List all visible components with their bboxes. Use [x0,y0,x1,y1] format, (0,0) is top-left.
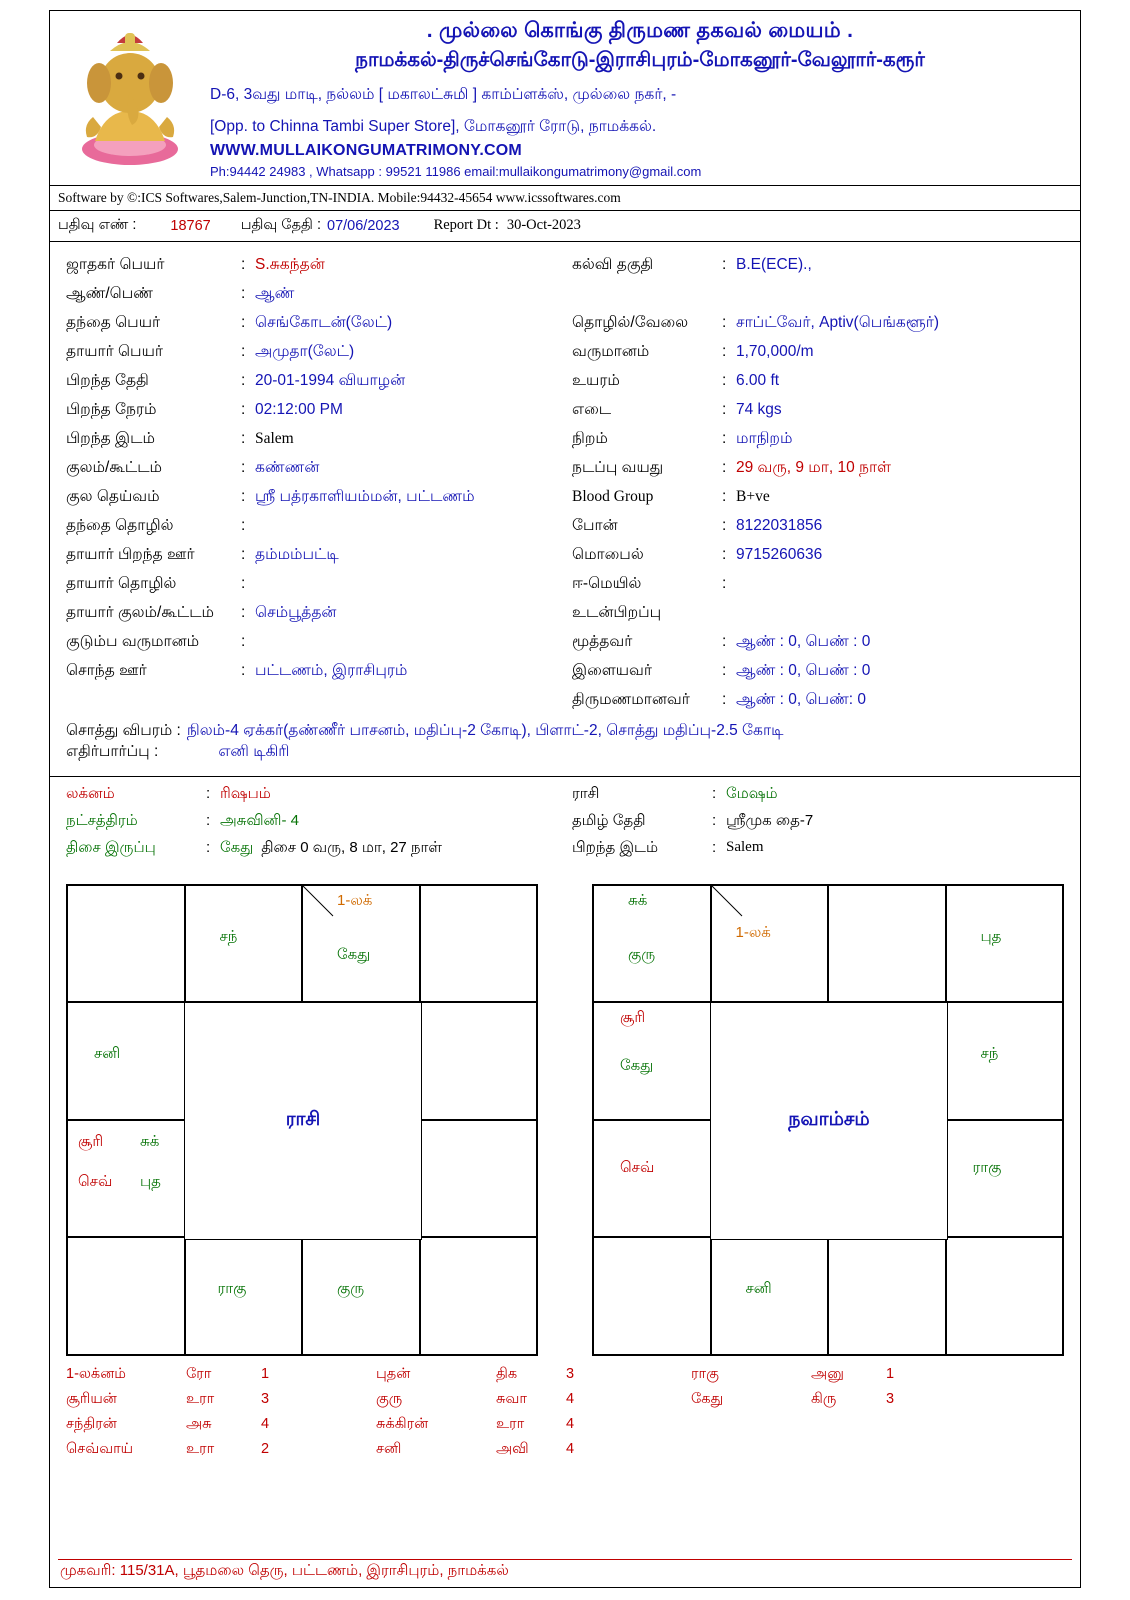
detail-row [66,488,566,517]
field-label: தாயார் தொழில் [66,574,177,592]
contact-line: Ph:94442 24983 , Whatsapp : 99521 11986 email:mullaikongumatrimony@gmail.com [210,163,702,179]
detail-row [66,633,566,662]
org-title: . முல்லை கொங்கு திருமண தகவல் மையம் . [426,19,854,42]
field-label: மொபைல் [572,545,644,563]
colon: : [722,342,727,360]
header [50,11,1080,186]
colon: : [241,371,246,389]
nav-cell-1 [593,885,711,1003]
field-value: கண்ணன் [255,458,320,476]
field-label: நடப்பு வயது [572,458,664,476]
field-value: 9715260636 [736,545,823,563]
detail-row [66,256,566,285]
rasi-value: மேஷம் [726,784,778,802]
planet-label: சந் [219,927,238,945]
reg-date-value: 07/06/2023 [327,217,400,234]
planet-label: புத [980,927,1002,945]
detail-row [66,575,566,604]
rasi-cell-2 [185,885,303,1003]
field-label: ஆண்/பெண் [66,284,153,302]
navamsam-chart-title: நவாம்சம் [710,1002,948,1240]
detail-row [572,488,1080,517]
colon: : [722,661,727,679]
rasi-cell-8 [420,1002,538,1120]
field-label: ஈ-மெயில் [572,574,642,592]
colon: : [206,838,211,856]
astro-row [50,785,1080,812]
rasi-cell-1 [67,885,185,1003]
address-line-2: [Opp. to Chinna Tambi Super Store], மோகனூர் ரோடு, நாமக்கல். [210,118,657,136]
field-label: சொந்த ஊர் [66,661,147,679]
planet-label: சனி [94,1045,121,1063]
navamsam-chart [592,884,1064,1356]
field-label: திருமணமானவர் [572,690,690,708]
field-label: எடை [572,400,612,418]
field-label: குடும்ப வருமானம் [66,632,200,650]
planet-name: 1-லக்னம் [66,1365,126,1382]
field-value: 02:12:00 PM [255,400,343,418]
rasi-chart [66,884,538,1356]
star-name: உரா [496,1415,525,1432]
lagnam-value: ரிஷபம் [220,784,271,802]
field-value: ஆண் : 0, பெண் : 0 [736,661,871,679]
table-row [66,1441,1064,1466]
biodata-sheet [49,10,1081,1588]
planet-name: குரு [376,1390,403,1407]
ganesha-logo [50,11,210,185]
nav-cell-12 [946,1120,1064,1238]
field-label: மூத்தவர் [572,632,633,650]
natchathiram-label: நட்சத்திரம் [66,811,138,829]
detail-row [66,285,566,314]
detail-row [66,430,566,459]
address-line-1: D-6, 3வது மாடி, நல்லம் [ மகாலட்சுமி ] காம்ப்ளக்ஸ், முல்லை நகர், - [210,86,677,103]
colon: : [241,574,246,592]
table-row [66,1416,1064,1441]
expectation-label: எதிர்பார்ப்பு : [66,742,159,760]
field-label: உடன்பிறப்பு [572,603,662,621]
detail-row [66,343,566,372]
colon: : [241,255,246,273]
star-name: கிரு [811,1390,837,1407]
planet-name: ராகு [691,1365,719,1382]
field-label: Blood Group [572,487,654,505]
planet-label: சூரி [620,1009,646,1027]
natchathiram-value: அசுவினி- 4 [220,811,299,829]
planet-label: கேது [337,945,371,963]
field-label: பிறந்த இடம் [66,429,155,447]
colon: : [712,811,717,829]
planet-label: செவ் [620,1158,655,1176]
dasai-label: திசை இருப்பு [66,838,156,856]
planet-name: சந்திரன் [66,1415,117,1432]
nav-cell-4 [946,885,1064,1003]
colon: : [241,313,246,331]
field-label: தாயார் குலம்/கூட்டம் [66,603,215,621]
rasi-cell-15 [302,1237,420,1355]
planet-label: குரு [628,945,656,963]
detail-row [572,575,1080,604]
field-value: ஆண் [255,284,295,302]
field-label: நிறம் [572,429,608,447]
colon: : [241,458,246,476]
tamil-date-value: ஸ்ரீமுக தை-7 [726,811,814,829]
detail-row [66,604,566,633]
nav-cell-8 [946,1002,1064,1120]
rasi-cell-12 [420,1120,538,1238]
detail-row [572,691,1080,720]
planet-label: செவ் [78,1172,113,1190]
detail-row [572,517,1080,546]
field-label: கல்வி தகுதி [572,255,654,273]
planet-label: சனி [745,1280,772,1298]
field-value: 6.00 ft [736,371,780,389]
details-right-column [566,256,1080,720]
planet-label: சந் [980,1045,999,1063]
field-label: குலம்/கூட்டம் [66,458,163,476]
colon: : [722,632,727,650]
field-value: Salem [255,429,294,447]
footer-address-label: முகவரி: [60,1562,116,1579]
detail-row [66,314,566,343]
detail-row [66,517,566,546]
colon: : [712,784,717,802]
detail-row [572,314,1080,343]
colon: : [241,516,246,534]
colon: : [722,400,727,418]
star-name: அவி [496,1440,529,1457]
property-label: சொத்து விபரம் : [66,721,181,739]
header-text [210,11,1080,185]
field-label: ஜாதகர் பெயர் [66,255,165,273]
colon: : [722,429,727,447]
field-value: தம்மம்பட்டி [255,545,339,563]
planet-label: கேது [620,1057,654,1075]
detail-row [572,633,1080,662]
field-value: 20-01-1994 வியாழன் [255,371,406,389]
colon: : [241,487,246,505]
detail-row [572,256,1080,285]
star-name: சுவா [496,1390,527,1407]
table-row [66,1366,1064,1391]
planet-name: செவ்வாய் [66,1440,134,1457]
field-value: செம்பூத்தன் [255,603,337,621]
detail-row [572,459,1080,488]
field-value: அமுதா(லேட்) [255,342,355,360]
detail-row [572,662,1080,691]
footer-address-value: 115/31A, பூதமலை தெரு, பட்டணம், இராசிபுரம், நாமக்கல் [119,1562,509,1579]
colon: : [241,342,246,360]
lagna-label: 1-லக் [735,923,771,941]
detail-row [572,343,1080,372]
star-name: திக [496,1365,518,1382]
report-date-value: 30-Oct-2023 [506,217,581,234]
field-value: 29 வரு, 9 மா, 10 நாள் [736,458,892,476]
dasai-remaining: திசை 0 வரு, 8 மா, 27 நாள் [261,838,442,856]
field-value: ஸ்ரீ பத்ரகாளியம்மன், பட்டணம் [255,487,475,505]
field-value: 8122031856 [736,516,823,534]
lagna-diagonal-icon [712,886,828,1002]
pada-number: 3 [261,1390,270,1407]
detail-row [572,430,1080,459]
field-value: மாநிறம் [736,429,793,447]
colon: : [722,690,727,708]
colon: : [241,603,246,621]
nav-cell-13 [593,1237,711,1355]
nav-cell-3 [828,885,946,1003]
field-value: பட்டணம், இராசிபுரம் [255,661,408,679]
astro-row [50,812,1080,839]
website-url[interactable]: WWW.MULLAIKONGUMATRIMONY.COM [210,141,522,159]
dasai-value: கேது [220,838,254,856]
property-row [50,722,1080,741]
field-value: 1,70,000/m [736,342,814,360]
ganesha-icon [75,21,185,171]
pada-number: 4 [566,1390,575,1407]
colon: : [722,516,727,534]
nav-cell-16 [946,1237,1064,1355]
rasi-cell-16 [420,1237,538,1355]
field-value: ஆண் : 0, பெண்: 0 [736,690,867,708]
nav-cell-9 [593,1120,711,1238]
colon: : [722,458,727,476]
star-name: அசு [186,1415,212,1432]
birth-place-label: பிறந்த இடம் [572,838,659,856]
planet-label: புத [140,1172,161,1190]
field-label: தந்தை பெயர் [66,313,161,331]
colon: : [241,661,246,679]
colon: : [712,838,717,856]
field-label: போன் [572,516,618,534]
planet-name: கேது [691,1390,724,1407]
details-section [50,242,1080,768]
field-label: உயரம் [572,371,620,389]
colon: : [722,255,727,273]
star-name: உரா [186,1390,215,1407]
colon: : [206,811,211,829]
birth-place-value: Salem [726,838,764,855]
pada-number: 4 [566,1440,575,1457]
planet-label: சுக் [140,1132,160,1150]
rasi-label: ராசி [572,784,600,802]
charts-section [50,874,1080,1360]
star-name: உரா [186,1440,215,1457]
colon: : [722,574,727,592]
reg-no-value: 18767 [170,217,211,234]
field-value: ஆண் : 0, பெண் : 0 [736,632,871,650]
nav-cell-2 [711,885,829,1003]
pada-number: 1 [886,1365,895,1382]
colon: : [241,284,246,302]
rasi-cell-14 [185,1237,303,1355]
expectation-row [50,743,1080,762]
planet-name: சுக்கிரன் [376,1415,429,1432]
detail-row [572,546,1080,575]
rasi-cell-3 [302,885,420,1003]
colon: : [722,371,727,389]
planet-label: ராகு [972,1158,1002,1176]
nav-cell-15 [828,1237,946,1355]
planet-label: ராகு [217,1280,247,1298]
rasi-cell-13 [67,1237,185,1355]
field-label: வருமானம் [572,342,650,360]
footer-address [50,1560,1080,1581]
nav-cell-5 [593,1002,711,1120]
tamil-date-label: தமிழ் தேதி [572,811,646,829]
colon: : [241,545,246,563]
detail-row [572,372,1080,401]
rasi-cell-5 [67,1002,185,1120]
detail-row [66,401,566,430]
report-date-label: Report Dt : [433,217,499,234]
pada-number: 4 [261,1415,270,1432]
field-label: குல தெய்வம் [66,487,160,505]
field-value: சாப்ட்வேர், Aptiv(பெங்களூர்) [736,313,940,331]
field-value: S.சுகந்தன் [255,255,325,273]
expectation-value: எனி டிகிரி [218,742,290,760]
reg-no-label: பதிவு எண் : [58,216,137,233]
rasi-cell-9 [67,1120,185,1238]
registration-bar [50,211,1080,242]
planet-name: புதன் [376,1365,411,1382]
field-label: தாயார் பெயர் [66,342,163,360]
planet-label: குரு [337,1280,365,1298]
colon: : [241,429,246,447]
colon: : [241,400,246,418]
field-label: பிறந்த தேதி [66,371,149,389]
pada-number: 3 [886,1390,895,1407]
lagna-label: 1-லக் [337,891,373,909]
field-value: B.E(ECE)., [736,255,812,273]
colon: : [722,313,727,331]
rasi-chart-title: ராசி [184,1002,422,1240]
detail-row [572,604,1080,633]
table-row [66,1391,1064,1416]
field-label: தந்தை தொழில் [66,516,174,534]
field-label: தொழில்/வேலை [572,313,689,331]
software-credit: Software by ©:ICS Softwares,Salem-Junction,TN-INDIA. Mobile:94432-45654 www.icssoftwares.com [50,186,1080,211]
property-value: நிலம்-4 ஏக்கர்(தண்ணீர் பாசனம், மதிப்பு-2 கோடி), பிளாட்-2, சொத்து மதிப்பு-2.5 கோடி [186,721,784,739]
colon: : [722,487,727,505]
lagnam-label: லக்னம் [66,784,115,802]
planet-label: சூரி [78,1132,104,1150]
detail-row [66,372,566,401]
field-value: செங்கோடன்(லேட்) [255,313,393,331]
pada-number: 3 [566,1365,575,1382]
planet-position-table [50,1360,1080,1466]
astrology-summary [50,777,1080,874]
astro-row [50,839,1080,866]
colon: : [206,784,211,802]
field-label: இளையவர் [572,661,652,679]
field-label: பிறந்த நேரம் [66,400,157,418]
colon: : [241,632,246,650]
reg-date-label: பதிவு தேதி : [240,216,321,233]
rasi-cell-4 [420,885,538,1003]
detail-row [572,401,1080,430]
detail-row [66,662,566,691]
field-value: 74 kgs [736,400,782,418]
field-value: B+ve [736,487,770,505]
pada-number: 1 [261,1365,270,1382]
colon: : [722,545,727,563]
planet-name: சனி [376,1440,402,1457]
pada-number: 4 [566,1415,575,1432]
nav-cell-14 [711,1237,829,1355]
pada-number: 2 [261,1440,270,1457]
planet-name: சூரியன் [66,1390,117,1407]
org-regions: நாமக்கல்-திருச்செங்கோடு-இராசிபுரம்-மோகனூர்-வேலூார்-கரூர் [355,49,925,71]
field-label: தாயார் பிறந்த ஊர் [66,545,195,563]
footer [50,1559,1080,1587]
detail-row [66,546,566,575]
planet-label: சுக் [628,891,648,909]
detail-row-spacer [572,285,1080,314]
star-name: அனு [811,1365,844,1382]
details-left-column [50,256,566,720]
detail-row [66,459,566,488]
star-name: ரோ [186,1365,212,1382]
